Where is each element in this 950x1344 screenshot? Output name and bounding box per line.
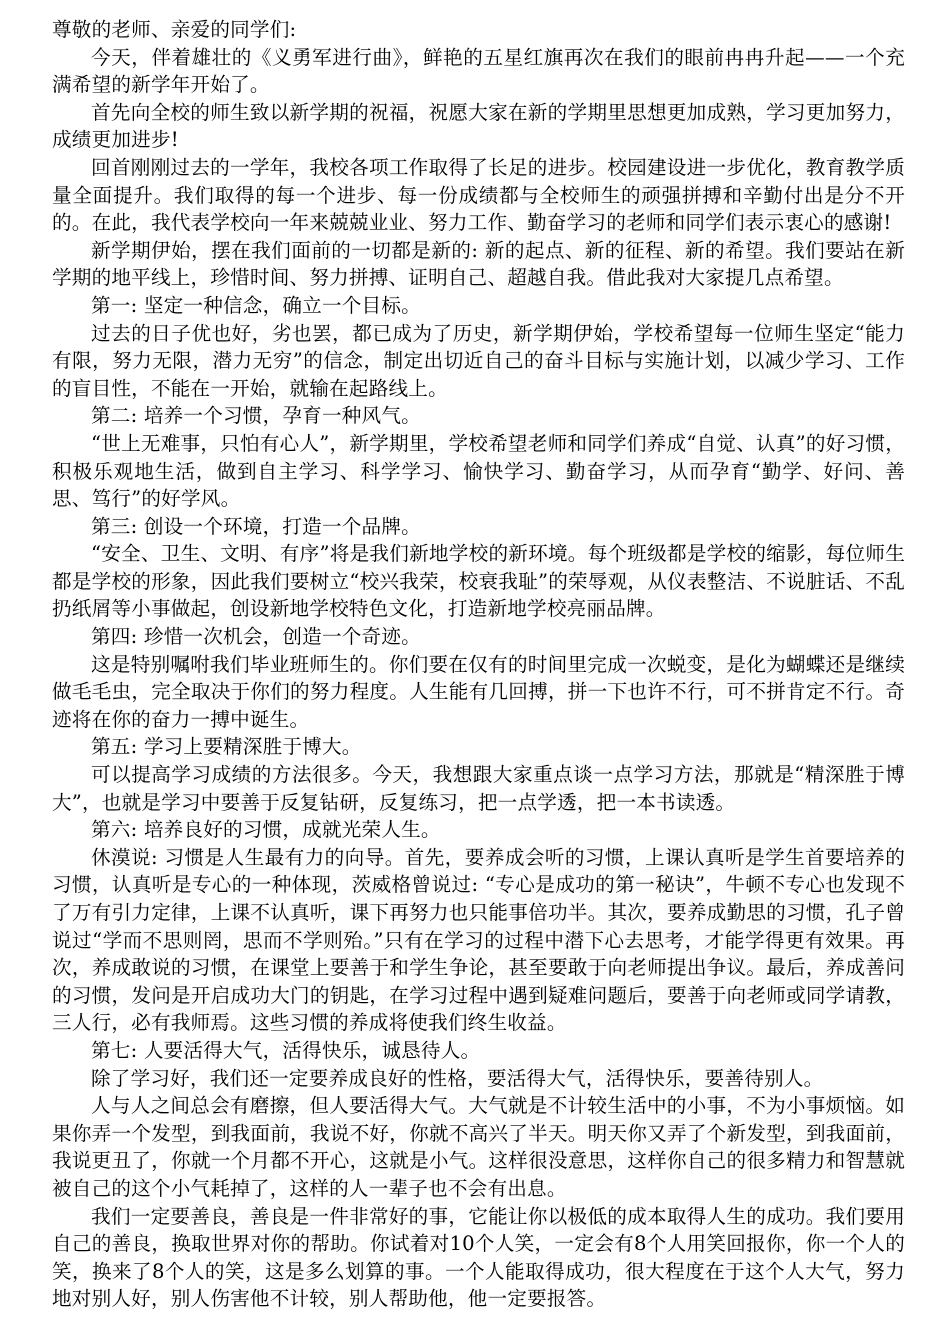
heading-point-4: 第四: 珍惜一次机会，创造一个奇迹。 xyxy=(91,625,421,649)
document-page xyxy=(52,16,905,1313)
heading-point-3: 第三: 创设一个环境，打造一个品牌。 xyxy=(91,514,421,538)
paragraph-point-7b: 人与人之间总会有磨擦，但人要活得大气。大气就是不计较生活中的小事，不为小事烦恼。如果你弄一个发型，到我面前，我说不好，你就不高兴了半天。明天你又弄了个新发型，到我面前，我说更丑了，你就一个月都不开心，这就是小气。这样很没意思，这样你自己的很多精力和智慧就被自己的这个小气耗掉了，这样的人一辈子也不会有出息。 xyxy=(52,1094,905,1200)
paragraph-new-semester: 新学期伊始，摆在我们面前的一切都是新的: 新的起点、新的征程、新的希望。我们要站在新学期的地平线上，珍惜时间、努力拼搏、证明自己、超越自我。借此我对大家提几点希望。 xyxy=(52,238,905,290)
paragraph-point-1: 过去的日子优也好，劣也罢，都已成为了历史，新学期伊始，学校希望每一位师生坚定“能力有限，努力无限，潜力无穷”的信念，制定出切近自己的奋斗目标与实施计划，以减少学习、工作的盲目性，不能在一开始，就输在起路线上。 xyxy=(52,321,905,400)
paragraph-point-2: “世上无难事，只怕有心人”，新学期里，学校希望老师和同学们养成“自觉、认真”的好习惯，积极乐观地生活，做到自主学习、科学学习、愉快学习、勤奋学习，从而孕育“勤学、好问、善思、笃行”的好学风。 xyxy=(52,431,905,511)
heading-point-1: 第一: 坚定一种信念，确立一个目标。 xyxy=(91,293,421,317)
heading-point-2: 第二: 培养一个习惯，孕育一种风气。 xyxy=(91,404,421,428)
salutation: 尊敬的老师、亲爱的同学们: xyxy=(52,18,297,41)
heading-point-5: 第五: 学习上要精深胜于博大。 xyxy=(91,735,362,759)
heading-point-7: 第七: 人要活得大气，活得快乐，诚恳待人。 xyxy=(91,1038,481,1062)
paragraph-point-6: 休漠说: 习惯是人生最有力的向导。首先，要养成会听的习惯，上课认真听是学生首要培养的习惯，认真听是专心的一种体现，茨威格曾说过: “专心是成功的第一秘诀”，牛顿不专心也发现不了万有引力定律，上课不认真听，课下再努力也只能事倍功半。其次，要养成勤思的习惯，孔子曾说过“学而不思则罔，思而不学则殆。”只有在学习的过程中潜下心去思考，才能学得更有效果。再次，养成敢说的习惯，在课堂上要善于和学生争论，甚至要敢于向老师提出争议。最后，养成善问的习惯，发问是开启成功大门的钥匙，在学习过程中遇到疑难问题后，要善于向老师或同学请教，三人行，必有我师焉。这些习惯的养成将使我们终生收益。 xyxy=(52,845,905,1035)
paragraph-point-7a: 除了学习好，我们还一定要养成良好的性格，要活得大气，活得快乐，要善待别人。 xyxy=(91,1066,824,1090)
paragraph-blessing: 首先向全校的师生致以新学期的祝福，祝愿大家在新的学期里思想更加成熟，学习更加努力，成绩更加进步! xyxy=(52,100,905,152)
heading-point-6: 第六: 培养良好的习惯，成就光荣人生。 xyxy=(91,818,441,842)
paragraph-point-4: 这是特别嘱咐我们毕业班师生的。你们要在仅有的时间里完成一次蜕变，是化为蝴蝶还是继续做毛毛虫，完全取决于你们的努力程度。人生能有几回搏，拼一下也许不行，可不拼肯定不行。奇迹将在你的奋力一搏中诞生。 xyxy=(52,652,905,731)
paragraph-point-3: “安全、卫生、文明、有序”将是我们新地学校的新环境。每个班级都是学校的缩影，每位师生都是学校的形象，因此我们要树立“校兴我荣，校衰我耻”的荣辱观，从仪表整洁、不说脏话、不乱扔纸屑等小事做起，创设新地学校特色文化，打造新地学校亮丽品牌。 xyxy=(52,542,905,621)
paragraph-opening: 今天，伴着雄壮的《义勇军进行曲》，鲜艳的五星红旗再次在我们的眼前冉冉升起——一个充满希望的新学年开始了。 xyxy=(52,45,905,97)
paragraph-review: 回首刚刚过去的一学年，我校各项工作取得了长足的进步。校园建设进一步优化，教育教学质量全面提升。我们取得的每一个进步、每一份成绩都与全校师生的顽强拼搏和辛勤付出是分不开的。在此，我代表学校向一年来兢兢业业、努力工作、勤奋学习的老师和同学们表示衷心的感谢! xyxy=(52,155,905,235)
paragraph-point-7c: 我们一定要善良，善良是一件非常好的事，它能让你以极低的成本取得人生的成功。我们要用自己的善良，换取世界对你的帮助。你试着对10个人笑，一定会有8个人用笑回报你，你一个人的笑，换来了8个人的笑，这是多么划算的事。一个人能取得成功，很大程度在于这个人大气，努力地对别人好，别人伤害他不计较，别人帮助他，他一定要报答。 xyxy=(52,1204,905,1311)
paragraph-point-5: 可以提高学习成绩的方法很多。今天，我想跟大家重点谈一点学习方法，那就是“精深胜于博大”，也就是学习中要善于反复钻研，反复练习，把一点学透，把一本书读透。 xyxy=(52,763,905,814)
